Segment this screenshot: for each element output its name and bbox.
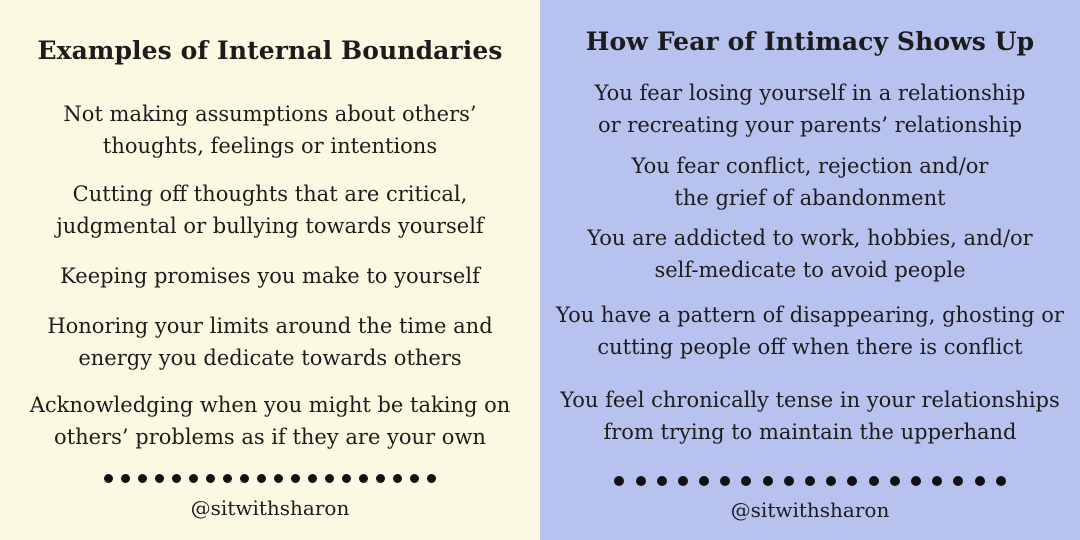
- left-item: [10, 310, 530, 374]
- divider-dot: [257, 474, 266, 483]
- author-handle: @sitwithsharon: [190, 496, 350, 520]
- divider-dot: [805, 476, 815, 486]
- fear-of-intimacy-panel: [540, 0, 1080, 540]
- divider-dot: [291, 474, 300, 483]
- left-item: [10, 389, 530, 453]
- left-item-line: Acknowledging when you might be taking on: [29, 393, 511, 417]
- divider-dot: [763, 476, 773, 486]
- right-item: [550, 150, 1070, 214]
- divider-dot: [678, 476, 688, 486]
- divider-dot: [121, 474, 130, 483]
- divider-dot: [953, 476, 963, 486]
- divider-dot: [308, 474, 317, 483]
- left-item-line: judgmental or bullying towards yourself: [56, 214, 484, 238]
- divider-dot: [699, 476, 709, 486]
- right-item-line: You feel chronically tense in your relationships: [560, 388, 1060, 412]
- divider-dot: [911, 476, 921, 486]
- left-item-line: Keeping promises you make to yourself: [60, 264, 480, 288]
- right-item-line: or recreating your parents’ relationship: [597, 113, 1023, 137]
- dot-divider: [0, 474, 540, 483]
- divider-dot: [155, 474, 164, 483]
- divider-dot: [104, 474, 113, 483]
- divider-dot: [359, 474, 368, 483]
- divider-dot: [869, 476, 879, 486]
- left-item-line: thoughts, feelings or intentions: [102, 134, 438, 158]
- divider-dot: [847, 476, 857, 486]
- left-item: [10, 260, 530, 292]
- divider-dot: [410, 474, 419, 483]
- right-item-line: self-medicate to avoid people: [654, 258, 966, 282]
- right-panel-title: How Fear of Intimacy Shows Up: [585, 27, 1035, 56]
- divider-dot: [614, 476, 624, 486]
- divider-dot: [890, 476, 900, 486]
- divider-dot: [325, 474, 334, 483]
- divider-dot: [784, 476, 794, 486]
- divider-dot: [427, 474, 436, 483]
- author-handle: @sitwithsharon: [730, 498, 890, 522]
- left-item-line: Not making assumptions about others’: [63, 102, 477, 126]
- right-item: [550, 384, 1070, 448]
- divider-dot: [720, 476, 730, 486]
- right-item-line: You fear losing yourself in a relationship: [594, 81, 1026, 105]
- right-item: [550, 299, 1070, 363]
- divider-dot: [975, 476, 985, 486]
- divider-dot: [342, 474, 351, 483]
- divider-dot: [393, 474, 402, 483]
- left-item-line: energy you dedicate towards others: [78, 346, 462, 370]
- left-item-line: Honoring your limits around the time and: [47, 314, 493, 338]
- right-item-line: You have a pattern of disappearing, ghosting or: [556, 303, 1064, 327]
- right-item: [550, 222, 1070, 286]
- divider-dot: [240, 474, 249, 483]
- divider-dot: [996, 476, 1006, 486]
- dot-divider: [540, 476, 1080, 486]
- divider-dot: [138, 474, 147, 483]
- divider-dot: [274, 474, 283, 483]
- divider-dot: [636, 476, 646, 486]
- right-item-line: the grief of abandonment: [674, 186, 946, 210]
- divider-dot: [826, 476, 836, 486]
- left-item: [10, 98, 530, 162]
- divider-dot: [172, 474, 181, 483]
- right-item-line: You fear conflict, rejection and/or: [631, 154, 989, 178]
- left-item-line: Cutting off thoughts that are critical,: [72, 182, 468, 206]
- right-item-line: You are addicted to work, hobbies, and/or: [587, 226, 1033, 250]
- divider-dot: [657, 476, 667, 486]
- right-item-line: cutting people off when there is conflict: [597, 335, 1023, 359]
- divider-dot: [376, 474, 385, 483]
- left-panel-title: Examples of Internal Boundaries: [37, 36, 503, 65]
- divider-dot: [932, 476, 942, 486]
- divider-dot: [206, 474, 215, 483]
- divider-dot: [741, 476, 751, 486]
- left-item-line: others’ problems as if they are your own: [54, 425, 486, 449]
- left-item: [10, 178, 530, 242]
- divider-dot: [223, 474, 232, 483]
- right-item-line: from trying to maintain the upperhand: [603, 420, 1017, 444]
- divider-dot: [189, 474, 198, 483]
- right-item: [550, 77, 1070, 141]
